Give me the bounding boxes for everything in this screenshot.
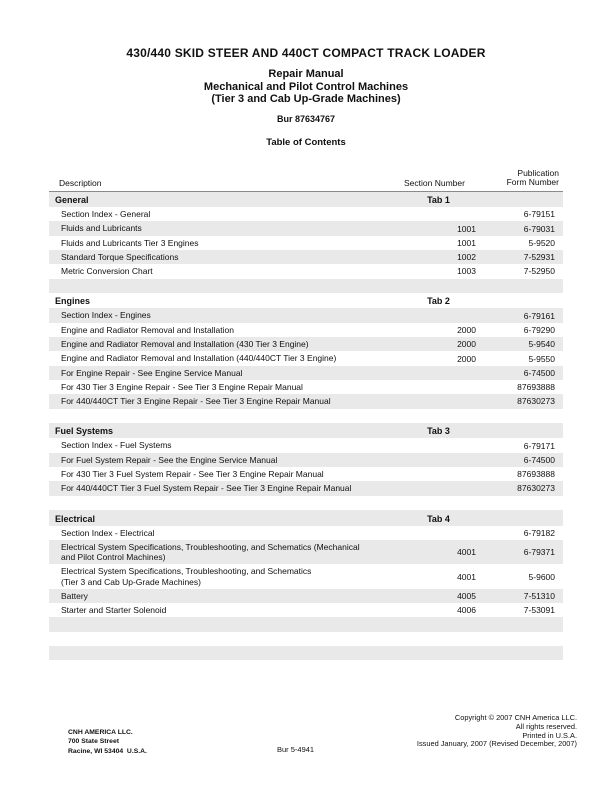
row-section-number	[395, 212, 482, 216]
toc-row	[49, 380, 563, 394]
section-tab-label: Tab 4	[427, 513, 450, 524]
toc-row	[49, 323, 563, 337]
toc-row	[49, 207, 563, 221]
description-line: Metric Conversion Chart	[61, 266, 153, 277]
row-section-number: 2000	[457, 339, 476, 350]
row-description	[49, 603, 395, 617]
toc-row	[49, 366, 563, 380]
toc-heading: Table of Contents	[266, 136, 346, 148]
column-header-row	[49, 169, 563, 192]
toc-row	[49, 453, 563, 467]
row-publication-number: 87630273	[517, 396, 555, 407]
row-publication-number: 5-9600	[528, 571, 555, 582]
row-publication-number: 5-9550	[528, 353, 555, 364]
manual-title: 430/440 SKID STEER AND 440CT COMPACT TRACK LOADER	[126, 46, 486, 60]
description-line: Section Index - General	[61, 209, 151, 220]
row-section-number	[395, 314, 482, 318]
description-line: Engine and Radiator Removal and Installation (430 Tier 3 Engine)	[61, 339, 309, 350]
spacer-row	[49, 646, 563, 660]
row-section-number	[395, 399, 482, 403]
section-header-row	[49, 192, 563, 208]
description-line: Starter and Starter Solenoid	[61, 605, 167, 616]
footer-address-line2: Racine, WI 53404 U.S.A.	[68, 747, 147, 755]
toc-row	[49, 250, 563, 264]
row-section-number: 4001	[457, 547, 476, 558]
toc-table-wrap	[49, 169, 563, 661]
doc-number: Bur 87634767	[276, 113, 336, 124]
column-header-publication	[478, 169, 563, 188]
toc-row	[49, 236, 563, 250]
section-name: Engines	[55, 296, 91, 307]
toc-row	[49, 526, 563, 540]
row-description	[49, 589, 395, 603]
row-description	[49, 250, 395, 264]
description-line: For 430 Tier 3 Engine Repair - See Tier 3 Engine Repair Manual	[61, 381, 303, 392]
row-section-number	[395, 472, 482, 476]
row-publication-number: 6-79031	[523, 223, 555, 234]
toc-row	[49, 589, 563, 603]
row-publication-number: 6-74500	[523, 454, 555, 465]
row-description	[49, 264, 395, 278]
description-line: For Engine Repair - See Engine Service Manual	[61, 367, 243, 378]
section-header-row	[49, 510, 563, 526]
description-line: Section Index - Electrical	[61, 527, 155, 538]
column-header-description: Description	[59, 177, 102, 188]
spacer-row	[49, 496, 563, 510]
footer-copyright-block	[417, 714, 577, 749]
description-line: (Tier 3 and Cab Up-Grade Machines)	[61, 576, 201, 587]
row-publication-number: 5-9520	[528, 237, 555, 248]
row-description	[49, 453, 395, 467]
toc-row	[49, 264, 563, 278]
section-name: Fuel Systems	[55, 426, 114, 437]
footer-company-name: CNH AMERICA LLC.	[68, 729, 133, 736]
row-publication-number: 87693888	[517, 382, 555, 393]
row-description	[49, 467, 395, 481]
description-line: For 430 Tier 3 Fuel System Repair - See Tier 3 Engine Repair Manual	[61, 469, 324, 480]
toc-row	[49, 337, 563, 351]
row-description	[49, 207, 395, 221]
row-section-number: 2000	[457, 353, 476, 364]
section-name: General	[55, 195, 89, 206]
row-description	[49, 481, 395, 495]
row-publication-number: 87630273	[517, 483, 555, 494]
row-section-number	[395, 531, 482, 535]
footer-form-number: Bur 5-4941	[277, 745, 315, 754]
row-publication-number: 6-79182	[523, 527, 555, 538]
description-line: Engine and Radiator Removal and Installation (440/440CT Tier 3 Engine)	[61, 353, 337, 364]
row-publication-number: 6-79371	[523, 547, 555, 558]
row-description	[49, 351, 395, 365]
row-publication-number: 6-79151	[523, 209, 555, 220]
row-section-number	[395, 486, 482, 490]
row-description	[49, 236, 395, 250]
description-line: Standard Torque Specifications	[61, 252, 179, 262]
toc-row	[49, 481, 563, 495]
row-description	[49, 323, 395, 337]
section-tab-label: Tab 3	[427, 426, 450, 437]
footer-rights: All rights reserved.	[515, 721, 577, 731]
description-line: Battery	[61, 590, 88, 601]
row-section-number: 1001	[457, 223, 476, 234]
row-section-number: 4006	[457, 605, 476, 616]
row-section-number	[395, 371, 482, 375]
spacer-row	[49, 279, 563, 293]
description-line: Fluids and Lubricants Tier 3 Engines	[61, 237, 199, 248]
row-publication-number: 6-74500	[523, 367, 555, 378]
description-line: Electrical System Specifications, Troubleshooting, and Schematics (Mechanical	[61, 541, 360, 552]
toc-row	[49, 603, 563, 617]
footer-printed: Printed in U.S.A.	[522, 730, 577, 740]
row-section-number: 4001	[457, 571, 476, 582]
section-tab-label: Tab 2	[427, 296, 450, 307]
description-line: Section Index - Engines	[61, 310, 151, 321]
spacer-row	[49, 617, 563, 631]
row-description	[49, 526, 395, 540]
description-line: Electrical System Specifications, Troubleshooting, and Schematics	[61, 566, 312, 577]
row-description	[49, 308, 395, 322]
row-description	[49, 221, 395, 235]
footer-address-line1: 700 State Street	[68, 738, 120, 746]
column-header-publication-line2: Form Number	[506, 177, 559, 187]
spacer-row	[49, 409, 563, 423]
row-description	[49, 540, 395, 565]
description-line: For Fuel System Repair - See the Engine Service Manual	[61, 454, 278, 465]
toc-row	[49, 467, 563, 481]
row-section-number: 2000	[457, 324, 476, 335]
row-description	[49, 564, 395, 589]
column-header-publication-line1: Publication	[517, 167, 559, 178]
row-publication-number: 7-53091	[523, 605, 555, 616]
row-section-number: 1003	[457, 266, 476, 277]
toc-row	[49, 394, 563, 408]
row-section-number	[395, 444, 482, 448]
footer-copyright: Copyright © 2007 CNH America LLC.	[454, 713, 577, 722]
toc-table	[49, 192, 563, 661]
toc-row	[49, 540, 563, 565]
description-line: and Pilot Control Machines)	[61, 552, 166, 563]
manual-subtitle-2: Mechanical and Pilot Control Machines	[203, 80, 409, 93]
toc-row	[49, 308, 563, 322]
toc-row	[49, 438, 563, 452]
row-section-number: 1001	[457, 237, 476, 248]
row-section-number	[395, 385, 482, 389]
row-section-number: 1002	[457, 252, 476, 263]
description-line: Engine and Radiator Removal and Installation	[61, 324, 234, 335]
section-name: Electrical	[55, 513, 96, 524]
section-tab-label: Tab 1	[427, 195, 450, 206]
row-description	[49, 394, 395, 408]
manual-subtitle-1: Repair Manual	[268, 68, 344, 80]
row-description	[49, 366, 395, 380]
section-header-row	[49, 293, 563, 309]
row-publication-number: 87693888	[517, 469, 555, 480]
spacer-row	[49, 632, 563, 646]
toc-row	[49, 564, 563, 589]
footer-publisher-block	[68, 728, 147, 756]
row-publication-number: 7-52950	[523, 266, 555, 277]
row-publication-number: 6-79171	[523, 440, 555, 451]
row-publication-number: 6-79161	[523, 310, 555, 321]
row-section-number	[395, 458, 482, 462]
row-section-number: 4005	[457, 590, 476, 601]
manual-subtitle-3: (Tier 3 and Cab Up-Grade Machines)	[211, 93, 401, 105]
column-header-section-number: Section Number	[404, 177, 465, 188]
row-description	[49, 438, 395, 452]
description-line: Section Index - Fuel Systems	[61, 440, 172, 451]
description-line: For 440/440CT Tier 3 Fuel System Repair - See Tier 3 Engine Repair Manual	[61, 483, 352, 494]
description-line: For 440/440CT Tier 3 Engine Repair - See Tier 3 Engine Repair Manual	[61, 396, 331, 407]
row-description	[49, 380, 395, 394]
section-header-row	[49, 423, 563, 439]
toc-row	[49, 221, 563, 235]
row-description	[49, 337, 395, 351]
title-block	[0, 0, 612, 148]
toc-row	[49, 351, 563, 365]
row-publication-number: 5-9540	[528, 339, 555, 350]
row-publication-number: 6-79290	[523, 324, 555, 335]
footer-issued: Issued January, 2007 (Revised December, 2007)	[416, 739, 577, 749]
row-publication-number: 7-52931	[523, 252, 555, 263]
row-publication-number: 7-51310	[523, 590, 555, 601]
description-line: Fluids and Lubricants	[61, 223, 142, 234]
